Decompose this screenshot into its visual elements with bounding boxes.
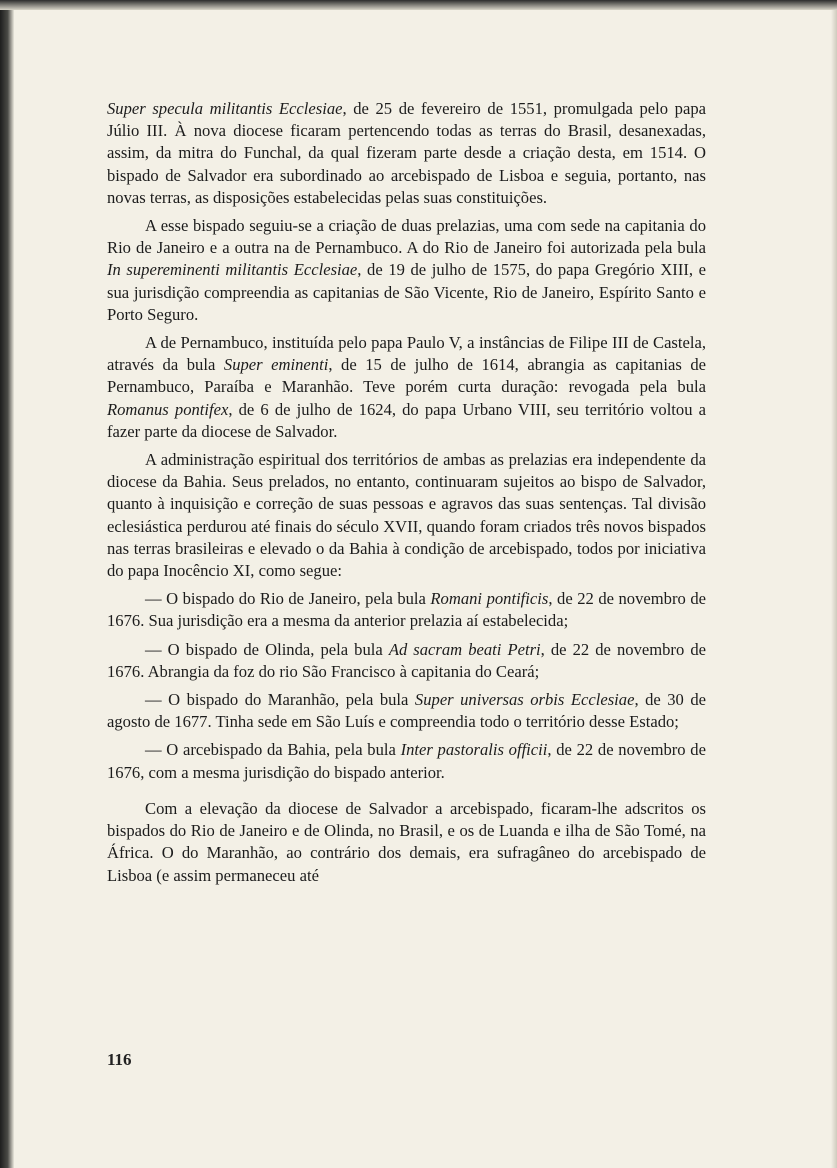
text-run: , de 30 de agosto de 1677. Tinha sede em São Luís e compreendia todo o território desse Estado; (107, 690, 707, 732)
text-run: — O arcebispado da Bahia, pela bula (145, 740, 401, 760)
list-item-paragraph (107, 739, 706, 783)
body-text (107, 98, 706, 887)
list-item-paragraph (107, 639, 706, 683)
text-run: A administração espiritual dos territórios de ambas as prelazias era independente da diocese da Bahia. Seus prelados, no entanto, continuaram sujeitos ao bispo de Salvador, quanto à inquisição e correção de suas pessoas e agravos das suas sentenças. Tal divisão eclesiástica perdurou até finais do século XVII, quando foram criados três novos bispados nas terras brasileiras e elevado o da Bahia à condição de arcebispado, todos por iniciativa do papa Inocêncio XI, como segue: (107, 450, 706, 581)
text-run: A de Pernambuco, instituída pelo papa Paulo V, a instâncias de Filipe III de Castela, através da bula (107, 333, 706, 375)
paragraph (107, 215, 706, 326)
paragraph (107, 98, 706, 209)
text-run: — O bispado de Olinda, pela bula (145, 639, 389, 659)
text-run: , de 22 de novembro de 1676, com a mesma jurisdição do bispado anterior. (107, 740, 706, 782)
italic-title: Romanus pontifex (107, 399, 229, 419)
text-run: — O bispado do Rio de Janeiro, pela bula (145, 589, 431, 609)
italic-title: Ad sacram beati Petri (388, 639, 541, 659)
text-run: , de 6 de julho de 1624, do papa Urbano VIII, seu território voltou a fazer parte da diocese de Salvador. (107, 399, 707, 441)
italic-title: Inter pastoralis officii (400, 740, 548, 760)
text-run: — O bispado do Maranhão, pela bula (145, 690, 415, 710)
text-run: , de 22 de novembro de 1676. Sua jurisdição era a mesma da anterior prelazia aí estabelecida; (107, 589, 706, 631)
page-edge-shadow (831, 0, 837, 1168)
italic-title: Super specula militantis Ecclesiae (107, 99, 343, 118)
text-run: , de 22 de novembro de 1676. Abrangia da foz do rio São Francisco à capitania do Ceará; (107, 639, 706, 681)
page-number: 116 (107, 1050, 132, 1069)
italic-title: Super eminenti (223, 355, 329, 375)
text-run: , de 25 de fevereiro de 1551, promulgada pelo papa Júlio III. À nova diocese ficaram pertencendo todas as terras do Brasil, desanexadas, assim, da mitra do Funchal, da qual fizeram parte desde a criação desta, em 1514. O bispado de Salvador era subordinado ao arcebispado de Lisboa e seguia, portanto, nas novas terras, as disposições estabelecidas pelas suas constituições. (107, 99, 706, 207)
text-run: A esse bispado seguiu-se a criação de duas prelazias, uma com sede na capitania do Rio de Janeiro e a outra na de Pernambuco. A do Rio de Janeiro foi autorizada pela bula (107, 216, 706, 258)
paragraph (107, 449, 706, 582)
text-run: Com a elevação da diocese de Salvador a arcebispado, ficaram-lhe adscritos os bispados do Rio de Janeiro e de Olinda, no Brasil, e os de Luanda e ilha de São Tomé, na África. O do Maranhão, ao contrário dos demais, era sufragâneo do arcebispado de Lisboa (e assim permaneceu até (107, 798, 706, 885)
paragraph (107, 798, 706, 887)
paragraph (107, 332, 706, 443)
text-run: , de 19 de julho de 1575, do papa Gregório XIII, e sua jurisdição compreendia as capitanias de São Vicente, Rio de Janeiro, Espírito Santo e Porto Seguro. (107, 260, 706, 324)
list-item-paragraph (107, 689, 706, 733)
italic-title: Super universas orbis Ecclesiae (414, 690, 635, 710)
italic-title: Romani pontificis (430, 589, 549, 609)
text-run: , de 15 de julho de 1614, abrangia as capitanias de Pernambuco, Paraíba e Maranhão. Teve porém curta duração: revogada pela bula (107, 355, 706, 397)
italic-title: In supereminenti militantis Ecclesiae (107, 260, 358, 280)
list-item-paragraph (107, 588, 706, 632)
